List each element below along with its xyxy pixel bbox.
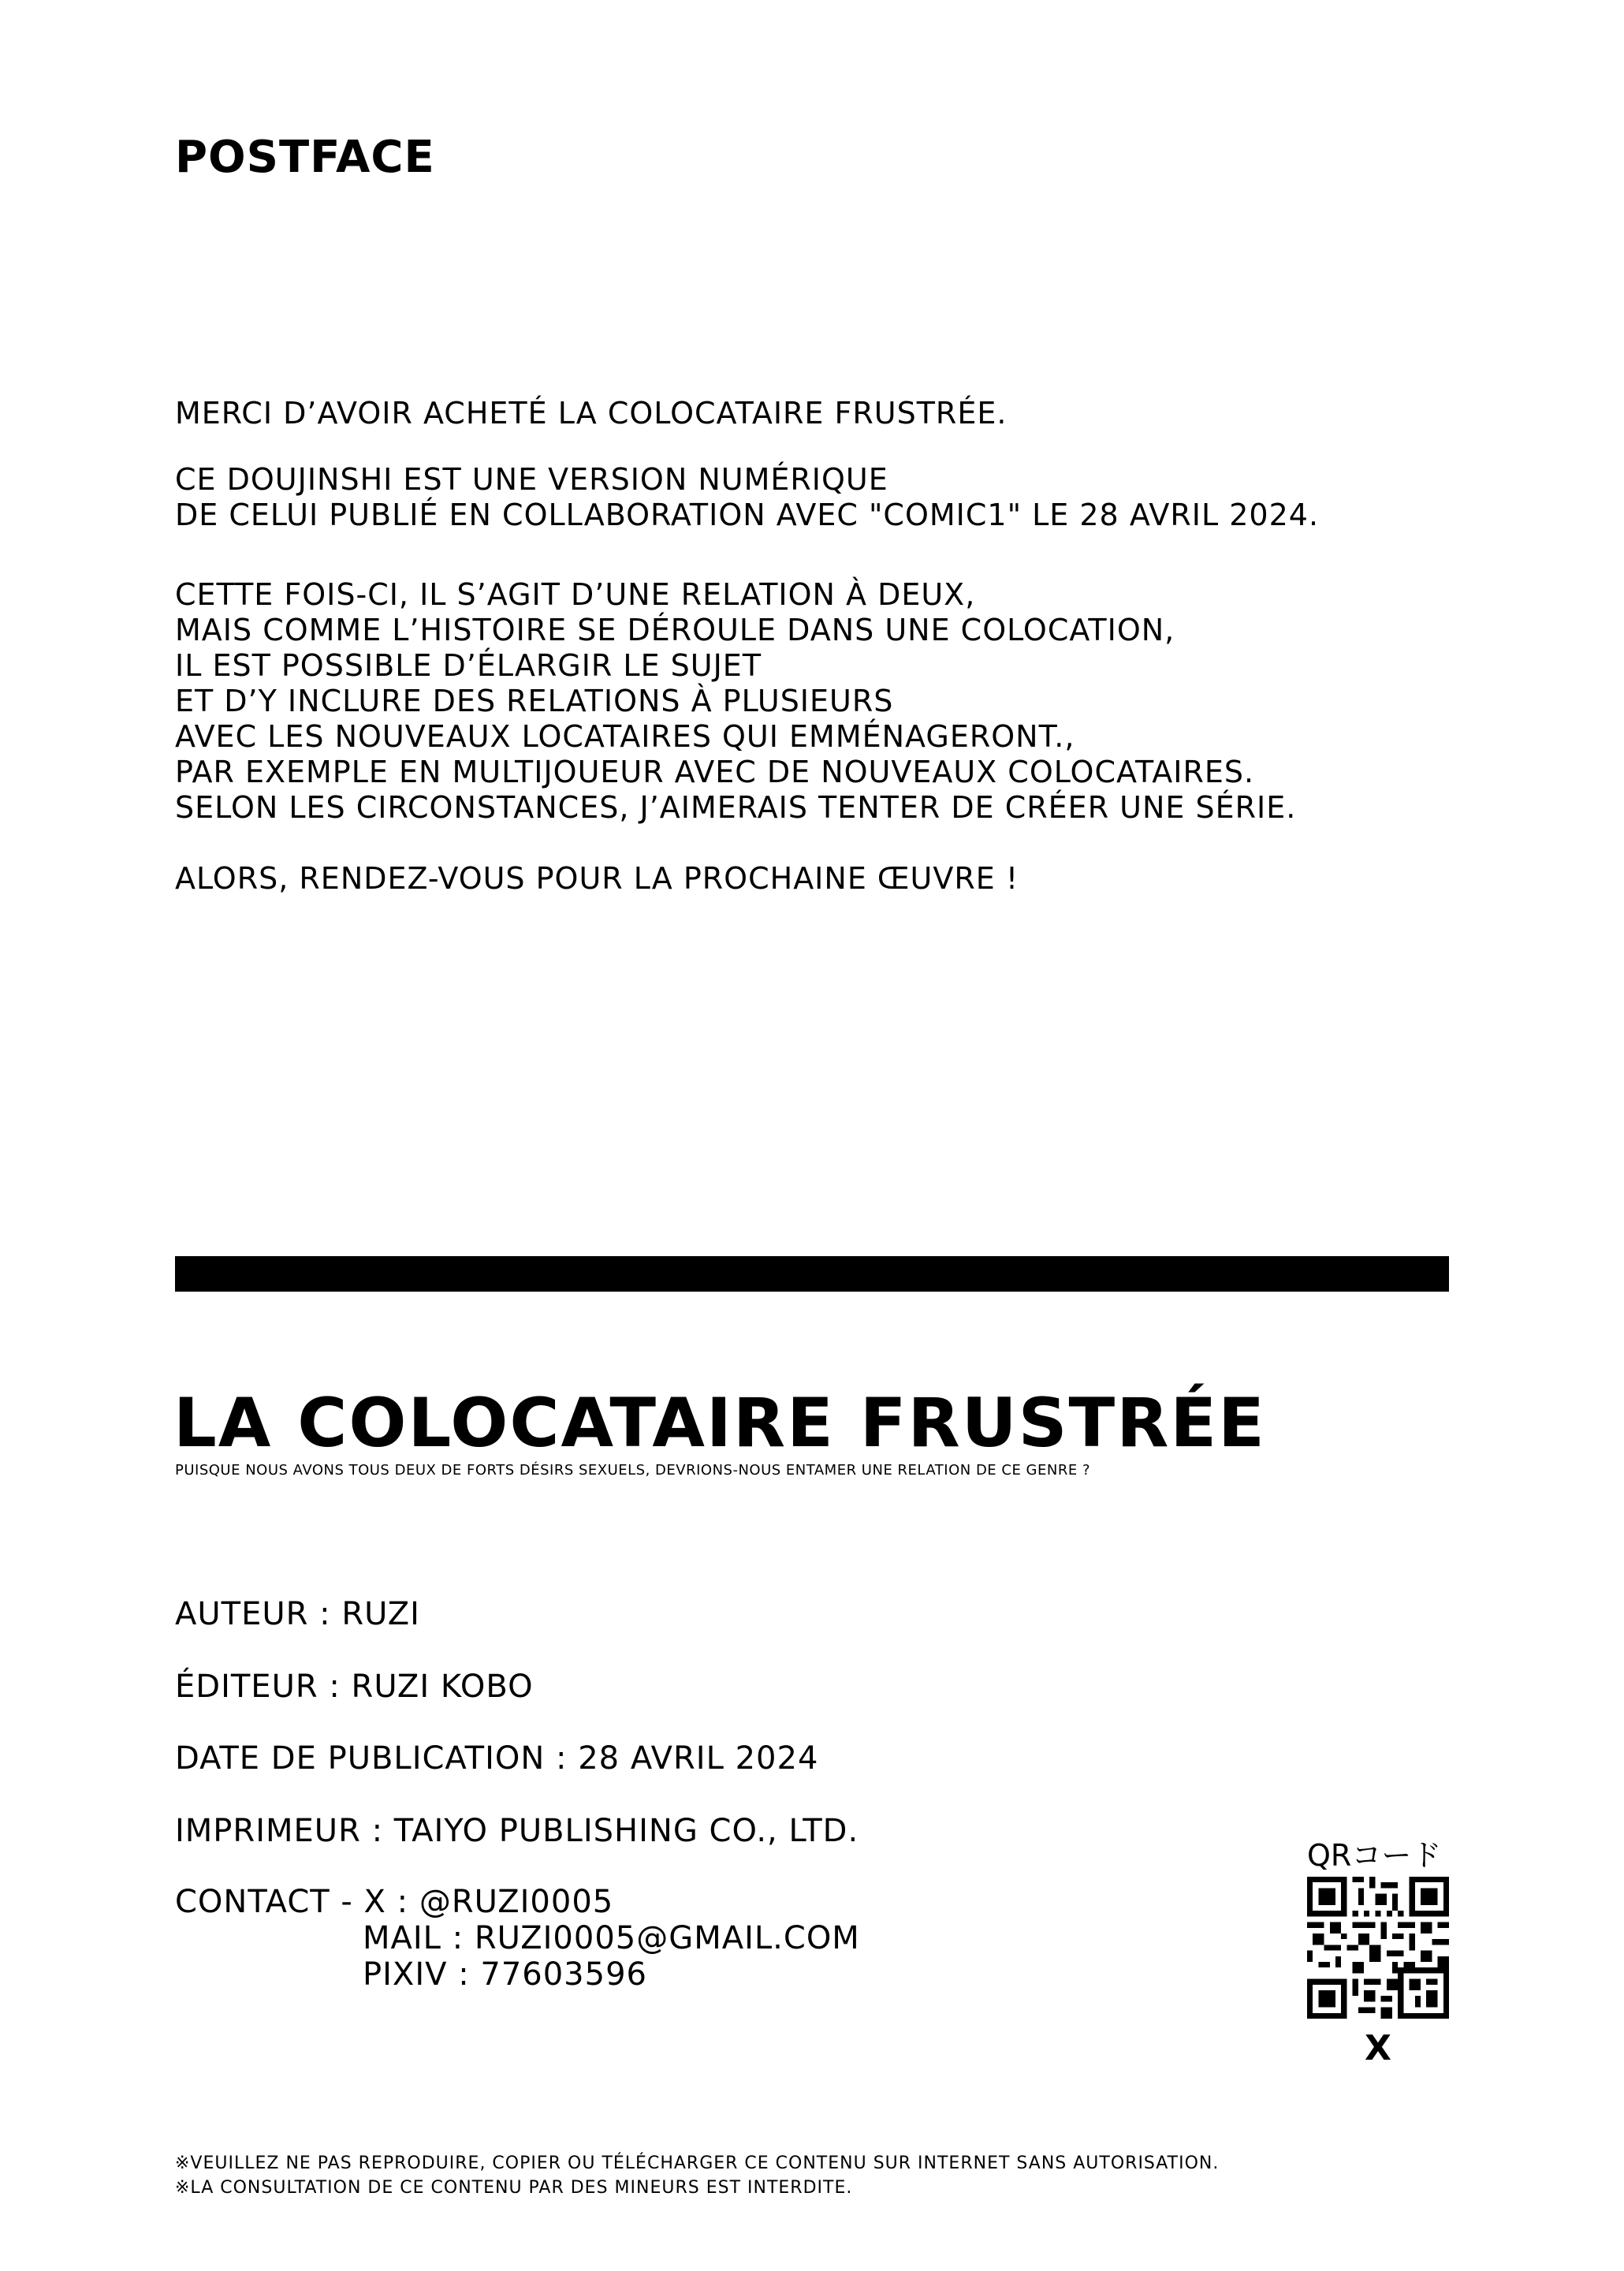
contact-mail-line: MAIL : RUZI0005@GMAIL.COM [363,1920,860,1956]
section-divider [175,1256,1449,1292]
book-title: LA COLOCATAIRE FRUSTRÉE [173,1384,1266,1463]
editor-line: ÉDITEUR : RUZI KOBO [175,1669,534,1705]
printer-line: IMPRIMEUR : TAIYO PUBLISHING CO., LTD. [175,1813,859,1849]
contact-x-line: CONTACT - X : @RUZI0005 [175,1884,614,1920]
book-subtitle: PUISQUE NOUS AVONS TOUS DEUX DE FORTS DÉSIRS SEXUELS, DEVRIONS-NOUS ENTAMER UNE RELATION DE CE GENRE ? [175,1462,1090,1479]
qr-code-icon[interactable] [1307,1877,1449,2019]
contact-pixiv-line: PIXIV : 77603596 [363,1956,647,1993]
postface-paragraph-1: CE DOUJINSHI EST UNE VERSION NUMÉRIQUE DE CELUI PUBLIÉ EN COLLABORATION AVEC "COMIC1" LE 28 AVRIL 2024. [175,462,1320,532]
notice-minors: ※LA CONSULTATION DE CE CONTENU PAR DES MINEURS EST INTERDITE. [175,2178,853,2198]
author-line: AUTEUR : RUZI [175,1596,420,1632]
postface-title: POSTFACE [175,132,435,183]
qr-label: QRコード [1307,1838,1442,1873]
postface-thanks: MERCI D’AVOIR ACHETÉ LA COLOCATAIRE FRUSTRÉE. [175,396,1008,431]
notice-no-reproduction: ※VEUILLEZ NE PAS REPRODUIRE, COPIER OU TÉLÉCHARGER CE CONTENU SUR INTERNET SANS AUTORISATION. [175,2154,1220,2173]
publication-date-line: DATE DE PUBLICATION : 28 AVRIL 2024 [175,1740,819,1777]
postface-paragraph-2: CETTE FOIS-CI, IL S’AGIT D’UNE RELATION À DEUX, MAIS COMME L’HISTOIRE SE DÉROULE DANS UNE COLOCATION, IL EST POSSIBLE D’ÉLARGIR LE SUJET ET D’Y INCLURE DES RELATIONS À PLUSIEURS AVEC LES NOUVEAUX LOCATAIRES QUI EMMÉNAGERONT., PAR EXEMPLE EN MULTIJOUEUR AVEC DE NOUVEAUX COLOCATAIRES. SELON LES CIRCONSTANCES, J’AIMERAIS TENTER DE CRÉER UNE SÉRIE. [175,577,1297,825]
postface-closing: ALORS, RENDEZ-VOUS POUR LA PROCHAINE ŒUVRE ! [175,861,1019,896]
qr-caption-x: X [1365,2028,1391,2068]
